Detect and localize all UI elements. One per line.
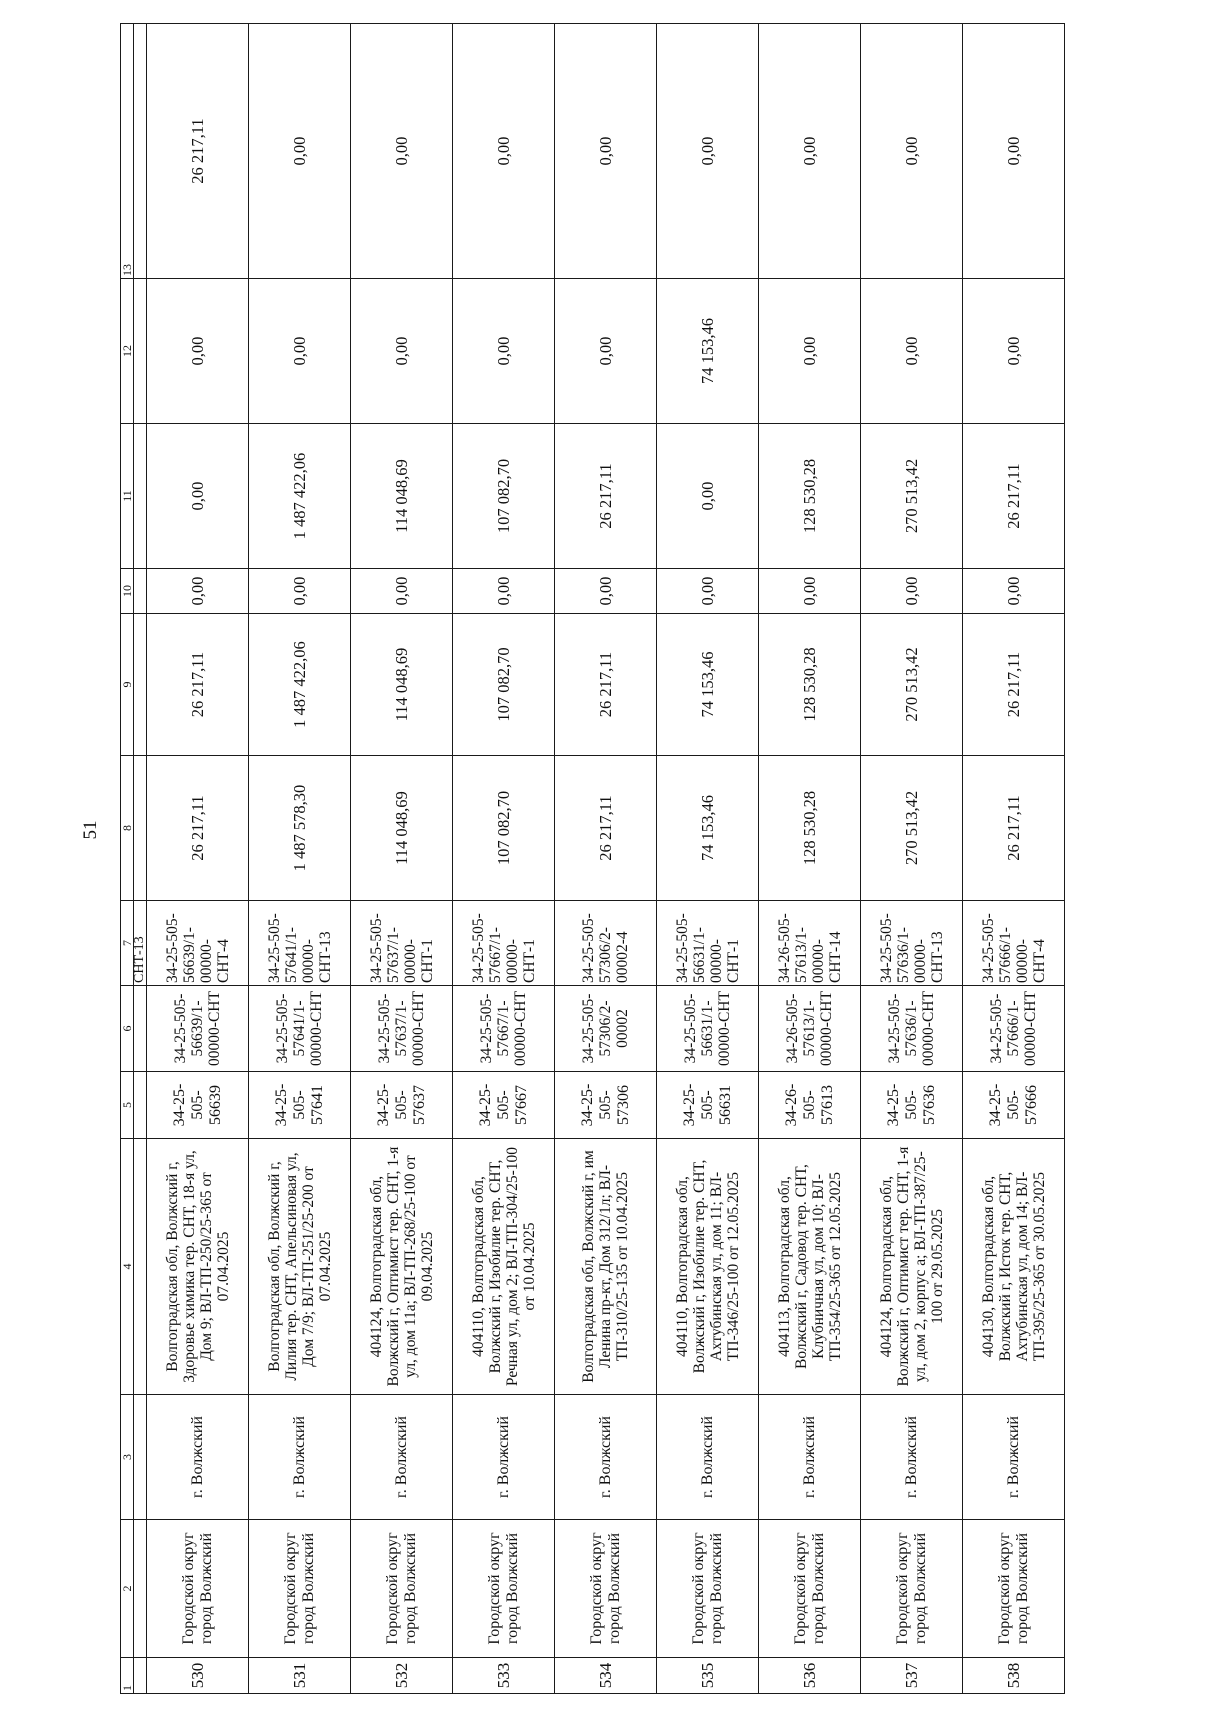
amount-col13-cell: 0,00 xyxy=(249,24,351,279)
sub-object-id-cell: 34-25-505-57641/1-00000-СНТ-13 xyxy=(249,901,351,986)
amount-col13-cell: 26 217,11 xyxy=(147,24,249,279)
amount-col9-cell: 26 217,11 xyxy=(963,614,1065,756)
amount-col12-cell: 0,00 xyxy=(963,279,1065,424)
table-body xyxy=(121,24,1065,1694)
continuation-cell-12 xyxy=(134,279,147,424)
column-number-9: 9 xyxy=(121,614,134,756)
row-number-cell: 537 xyxy=(861,1658,963,1694)
row-number-cell: 533 xyxy=(453,1658,555,1694)
amount-col11-cell: 26 217,11 xyxy=(555,424,657,569)
address-cell: Волгоградская обл, Волжский г, Здоровье химика тер. СНТ, 18-я ул, Дом 9; ВЛ-ТП-250/25-365 от 07.04.2025 xyxy=(147,1139,249,1395)
column-number-12: 12 xyxy=(121,279,134,424)
continuation-cell-4 xyxy=(134,1139,147,1395)
amount-col12-cell: 0,00 xyxy=(861,279,963,424)
locality-cell: г. Волжский xyxy=(759,1395,861,1520)
municipality-cell: Городской округ город Волжский xyxy=(249,1520,351,1658)
amount-col11-cell: 0,00 xyxy=(147,424,249,569)
municipality-cell: Городской округ город Волжский xyxy=(963,1520,1065,1658)
municipality-cell: Городской округ город Волжский xyxy=(861,1520,963,1658)
cadastral-number-cell: 34-25-505-57667 xyxy=(453,1072,555,1139)
continuation-cell-11 xyxy=(134,424,147,569)
amount-col11-cell: 26 217,11 xyxy=(963,424,1065,569)
page-number: 51 xyxy=(80,820,101,840)
amount-col9-cell: 74 153,46 xyxy=(657,614,759,756)
amount-col13-cell: 0,00 xyxy=(453,24,555,279)
address-cell: Волгоградская обл, Волжский г, им Ленина пр-кт, Дом 312/1л; ВЛ-ТП-310/25-135 от 10.04.2025 xyxy=(555,1139,657,1395)
sub-object-id-cell: 34-25-505-57667/1-00000-СНТ-1 xyxy=(453,901,555,986)
row-number-cell: 536 xyxy=(759,1658,861,1694)
cadastral-number-cell: 34-25-505-56631 xyxy=(657,1072,759,1139)
address-cell: 404130, Волгоградская обл, Волжский г, Исток тер. СНТ, Ахтубинская ул, дом 14; ВЛ-ТП-395/25-365 от 30.05.2025 xyxy=(963,1139,1065,1395)
column-number-3: 3 xyxy=(121,1395,134,1520)
row-number-cell: 530 xyxy=(147,1658,249,1694)
amount-col8-cell: 1 487 578,30 xyxy=(249,756,351,901)
amount-col10-cell: 0,00 xyxy=(453,569,555,614)
amount-col12-cell: 74 153,46 xyxy=(657,279,759,424)
table-row xyxy=(147,24,249,1694)
locality-cell: г. Волжский xyxy=(249,1395,351,1520)
amount-col8-cell: 114 048,69 xyxy=(351,756,453,901)
object-id-cell: 34-25-505-57641/1-00000-СНТ xyxy=(249,986,351,1072)
cadastral-number-cell: 34-25-505-57641 xyxy=(249,1072,351,1139)
amount-col10-cell: 0,00 xyxy=(657,569,759,614)
table-row xyxy=(249,24,351,1694)
locality-cell: г. Волжский xyxy=(555,1395,657,1520)
amount-col8-cell: 270 513,42 xyxy=(861,756,963,901)
column-number-4: 4 xyxy=(121,1139,134,1395)
rotated-table-wrapper xyxy=(120,24,1210,1694)
address-cell: 404110, Волгоградская обл, Волжский г, Изобилие тер. СНТ, Ахтубинская ул, дом 11; ВЛ-ТП-346/25-100 от 12.05.2025 xyxy=(657,1139,759,1395)
continuation-cell-3 xyxy=(134,1395,147,1520)
amount-col10-cell: 0,00 xyxy=(249,569,351,614)
sub-object-id-cell: 34-25-505-57666/1-00000-СНТ-4 xyxy=(963,901,1065,986)
address-cell: Волгоградская обл, Волжский г, Лилия тер. СНТ, Апельсиновая ул, Дом 7/9; ВЛ-ТП-251/25-200 от 07.04.2025 xyxy=(249,1139,351,1395)
amount-col12-cell: 0,00 xyxy=(555,279,657,424)
amount-col9-cell: 107 082,70 xyxy=(453,614,555,756)
table-row xyxy=(657,24,759,1694)
continuation-cell-6 xyxy=(134,986,147,1072)
amount-col8-cell: 26 217,11 xyxy=(147,756,249,901)
row-number-cell: 532 xyxy=(351,1658,453,1694)
amount-col13-cell: 0,00 xyxy=(963,24,1065,279)
amount-col12-cell: 0,00 xyxy=(759,279,861,424)
amount-col11-cell: 270 513,42 xyxy=(861,424,963,569)
object-id-cell: 34-25-505-56631/1-00000-СНТ xyxy=(657,986,759,1072)
sub-object-id-cell: 34-26-505-57613/1-00000-СНТ-14 xyxy=(759,901,861,986)
amount-col9-cell: 114 048,69 xyxy=(351,614,453,756)
municipality-cell: Городской округ город Волжский xyxy=(453,1520,555,1658)
amount-col13-cell: 0,00 xyxy=(351,24,453,279)
amount-col9-cell: 26 217,11 xyxy=(147,614,249,756)
column-number-5: 5 xyxy=(121,1072,134,1139)
amount-col11-cell: 1 487 422,06 xyxy=(249,424,351,569)
table-row xyxy=(759,24,861,1694)
row-number-cell: 534 xyxy=(555,1658,657,1694)
object-id-cell: 34-26-505-57613/1-00000-СНТ xyxy=(759,986,861,1072)
address-cell: 404124, Волгоградская обл, Волжский г, Оптимист тер. СНТ, 1-я ул, дом 2, корпус а; ВЛ-ТП-387/25-100 от 29.05.2025 xyxy=(861,1139,963,1395)
row-number-cell: 535 xyxy=(657,1658,759,1694)
amount-col11-cell: 114 048,69 xyxy=(351,424,453,569)
continuation-cell-10 xyxy=(134,569,147,614)
object-id-cell: 34-25-505-57637/1-00000-СНТ xyxy=(351,986,453,1072)
amount-col11-cell: 128 530,28 xyxy=(759,424,861,569)
amount-col8-cell: 128 530,28 xyxy=(759,756,861,901)
amount-col12-cell: 0,00 xyxy=(147,279,249,424)
amount-col10-cell: 0,00 xyxy=(963,569,1065,614)
amount-col13-cell: 0,00 xyxy=(657,24,759,279)
municipality-cell: Городской округ город Волжский xyxy=(555,1520,657,1658)
locality-cell: г. Волжский xyxy=(147,1395,249,1520)
continuation-cell-8 xyxy=(134,756,147,901)
municipality-cell: Городской округ город Волжский xyxy=(657,1520,759,1658)
amount-col12-cell: 0,00 xyxy=(453,279,555,424)
table-row xyxy=(351,24,453,1694)
amount-col9-cell: 26 217,11 xyxy=(555,614,657,756)
object-id-cell: 34-25-505-57666/1-00000-СНТ xyxy=(963,986,1065,1072)
locality-cell: г. Волжский xyxy=(453,1395,555,1520)
locality-cell: г. Волжский xyxy=(963,1395,1065,1520)
object-id-cell: 34-25-505-57667/1-00000-СНТ xyxy=(453,986,555,1072)
register-table xyxy=(120,23,1065,1694)
continuation-cell-7: СНТ-13 xyxy=(134,901,147,986)
amount-col13-cell: 0,00 xyxy=(555,24,657,279)
column-number-row xyxy=(121,24,134,1694)
table-row xyxy=(861,24,963,1694)
cadastral-number-cell: 34-25-505-57666 xyxy=(963,1072,1065,1139)
column-number-1: 1 xyxy=(121,1658,134,1694)
amount-col8-cell: 74 153,46 xyxy=(657,756,759,901)
cadastral-number-cell: 34-25-505-57637 xyxy=(351,1072,453,1139)
locality-cell: г. Волжский xyxy=(351,1395,453,1520)
municipality-cell: Городской округ город Волжский xyxy=(351,1520,453,1658)
amount-col10-cell: 0,00 xyxy=(861,569,963,614)
sub-object-id-cell: 34-25-505-57636/1-00000-СНТ-13 xyxy=(861,901,963,986)
sub-object-id-cell: 34-25-505-57306/2-00002-4 xyxy=(555,901,657,986)
amount-col9-cell: 1 487 422,06 xyxy=(249,614,351,756)
address-cell: 404110, Волгоградская обл, Волжский г, Изобилие тер. СНТ, Речная ул, дом 2; ВЛ-ТП-304/25-100 от 10.04.2025 xyxy=(453,1139,555,1395)
amount-col10-cell: 0,00 xyxy=(759,569,861,614)
amount-col10-cell: 0,00 xyxy=(555,569,657,614)
municipality-cell: Городской округ город Волжский xyxy=(147,1520,249,1658)
amount-col13-cell: 0,00 xyxy=(861,24,963,279)
amount-col8-cell: 107 082,70 xyxy=(453,756,555,901)
row-number-cell: 531 xyxy=(249,1658,351,1694)
row-number-cell: 538 xyxy=(963,1658,1065,1694)
cadastral-number-cell: 34-25-505-57306 xyxy=(555,1072,657,1139)
amount-col10-cell: 0,00 xyxy=(147,569,249,614)
column-number-6: 6 xyxy=(121,986,134,1072)
continuation-cell-9 xyxy=(134,614,147,756)
cadastral-number-cell: 34-26-505-57613 xyxy=(759,1072,861,1139)
locality-cell: г. Волжский xyxy=(657,1395,759,1520)
amount-col11-cell: 0,00 xyxy=(657,424,759,569)
locality-cell: г. Волжский xyxy=(861,1395,963,1520)
column-number-2: 2 xyxy=(121,1520,134,1658)
sub-object-id-cell: 34-25-505-56631/1-00000-СНТ-1 xyxy=(657,901,759,986)
address-cell: 404124, Волгоградская обл, Волжский г, Оптимист тер. СНТ, 1-я ул, дом 11а; ВЛ-ТП-268/25-100 от 09.04.2025 xyxy=(351,1139,453,1395)
amount-col12-cell: 0,00 xyxy=(249,279,351,424)
sub-object-id-cell: 34-25-505-57637/1-00000-СНТ-1 xyxy=(351,901,453,986)
table-row xyxy=(555,24,657,1694)
continuation-row xyxy=(134,24,147,1694)
sub-object-id-cell: 34-25-505-56639/1-00000-СНТ-4 xyxy=(147,901,249,986)
municipality-cell: Городской округ город Волжский xyxy=(759,1520,861,1658)
amount-col10-cell: 0,00 xyxy=(351,569,453,614)
column-number-11: 11 xyxy=(121,424,134,569)
amount-col9-cell: 128 530,28 xyxy=(759,614,861,756)
amount-col8-cell: 26 217,11 xyxy=(963,756,1065,901)
column-number-10: 10 xyxy=(121,569,134,614)
table-row xyxy=(963,24,1065,1694)
object-id-cell: 34-25-505-57636/1-00000-СНТ xyxy=(861,986,963,1072)
column-number-13: 13 xyxy=(121,24,134,279)
cadastral-number-cell: 34-25-505-57636 xyxy=(861,1072,963,1139)
amount-col13-cell: 0,00 xyxy=(759,24,861,279)
object-id-cell: 34-25-505-57306/2-00002 xyxy=(555,986,657,1072)
column-number-8: 8 xyxy=(121,756,134,901)
amount-col11-cell: 107 082,70 xyxy=(453,424,555,569)
address-cell: 404113, Волгоградская обл, Волжский г, Садовод тер. СНТ, Клубничная ул, дом 10; ВЛ-ТП-354/25-365 от 12.05.2025 xyxy=(759,1139,861,1395)
continuation-cell-13 xyxy=(134,24,147,279)
continuation-cell-1 xyxy=(134,1658,147,1694)
column-number-7: 7 xyxy=(121,901,134,986)
amount-col12-cell: 0,00 xyxy=(351,279,453,424)
amount-col8-cell: 26 217,11 xyxy=(555,756,657,901)
continuation-cell-2 xyxy=(134,1520,147,1658)
table-row xyxy=(453,24,555,1694)
continuation-cell-5 xyxy=(134,1072,147,1139)
amount-col9-cell: 270 513,42 xyxy=(861,614,963,756)
cadastral-number-cell: 34-25-505-56639 xyxy=(147,1072,249,1139)
object-id-cell: 34-25-505-56639/1-00000-СНТ xyxy=(147,986,249,1072)
